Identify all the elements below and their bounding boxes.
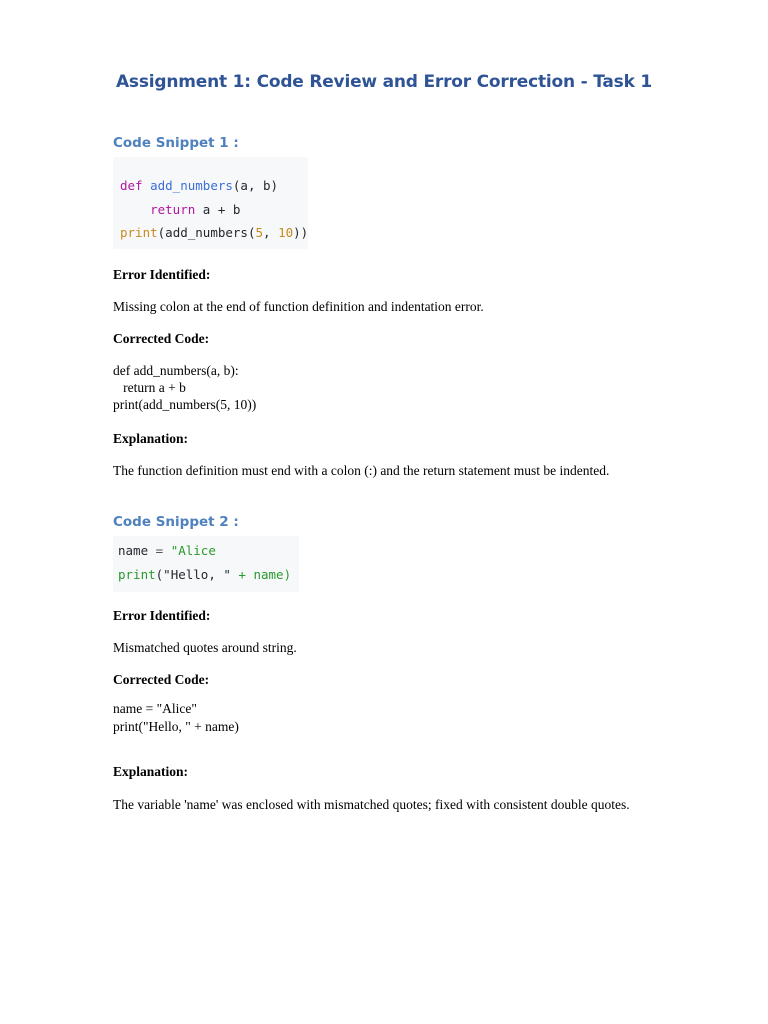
code-text: + name) [230, 567, 292, 582]
corrected-code-line: name = "Alice" [113, 701, 197, 716]
snippet-2-code-block [113, 536, 299, 592]
code-line-1 [118, 543, 216, 558]
corrected-code-line: def add_numbers(a, b): [113, 363, 239, 378]
code-text: (add_numbers( [157, 225, 256, 240]
keyword: def [120, 178, 143, 193]
number: 10 [278, 225, 294, 240]
explanation-text: The variable 'name' was enclosed with mismatched quotes; fixed with consistent double quotes. [113, 797, 630, 812]
code-line-2 [118, 567, 291, 582]
code-text: )) [293, 225, 309, 240]
code-line-2 [120, 202, 240, 217]
keyword: return [150, 202, 196, 217]
page-title: Assignment 1: Code Review and Error Correction - Task 1 [115, 72, 653, 92]
builtin: print [118, 567, 156, 582]
code-line-1 [120, 178, 278, 193]
explanation-label: Explanation: [113, 764, 189, 779]
code-text: , [263, 225, 279, 240]
code-indent [120, 202, 150, 217]
corrected-code-label: Corrected Code: [113, 672, 210, 687]
code-text: a + b [195, 202, 241, 217]
operator: = [148, 543, 171, 558]
code-text: ("Hello, " [155, 567, 231, 582]
corrected-code-line: return a + b [113, 380, 186, 395]
number: 5 [255, 225, 264, 240]
builtin: print [120, 225, 158, 240]
variable: name [118, 543, 149, 558]
function-name: add_numbers [150, 178, 233, 193]
explanation-label: Explanation: [113, 431, 189, 446]
code-line-3 [120, 225, 308, 240]
code-text: (a, b) [232, 178, 279, 193]
snippet-1-code-block [113, 157, 308, 249]
snippet-2-heading: Code Snippet 2 : [113, 514, 239, 530]
corrected-code-label: Corrected Code: [113, 331, 210, 346]
string: "Alice [170, 543, 216, 558]
error-identified-label: Error Identified: [113, 608, 211, 623]
error-description: Mismatched quotes around string. [113, 640, 297, 655]
explanation-text: The function definition must end with a colon (:) and the return statement must be indented. [113, 463, 610, 478]
corrected-code-line: print("Hello, " + name) [113, 719, 239, 734]
corrected-code-line: print(add_numbers(5, 10)) [113, 397, 257, 412]
snippet-1-heading: Code Snippet 1 : [113, 135, 239, 151]
error-identified-label: Error Identified: [113, 267, 211, 282]
error-description: Missing colon at the end of function definition and indentation error. [113, 299, 484, 314]
